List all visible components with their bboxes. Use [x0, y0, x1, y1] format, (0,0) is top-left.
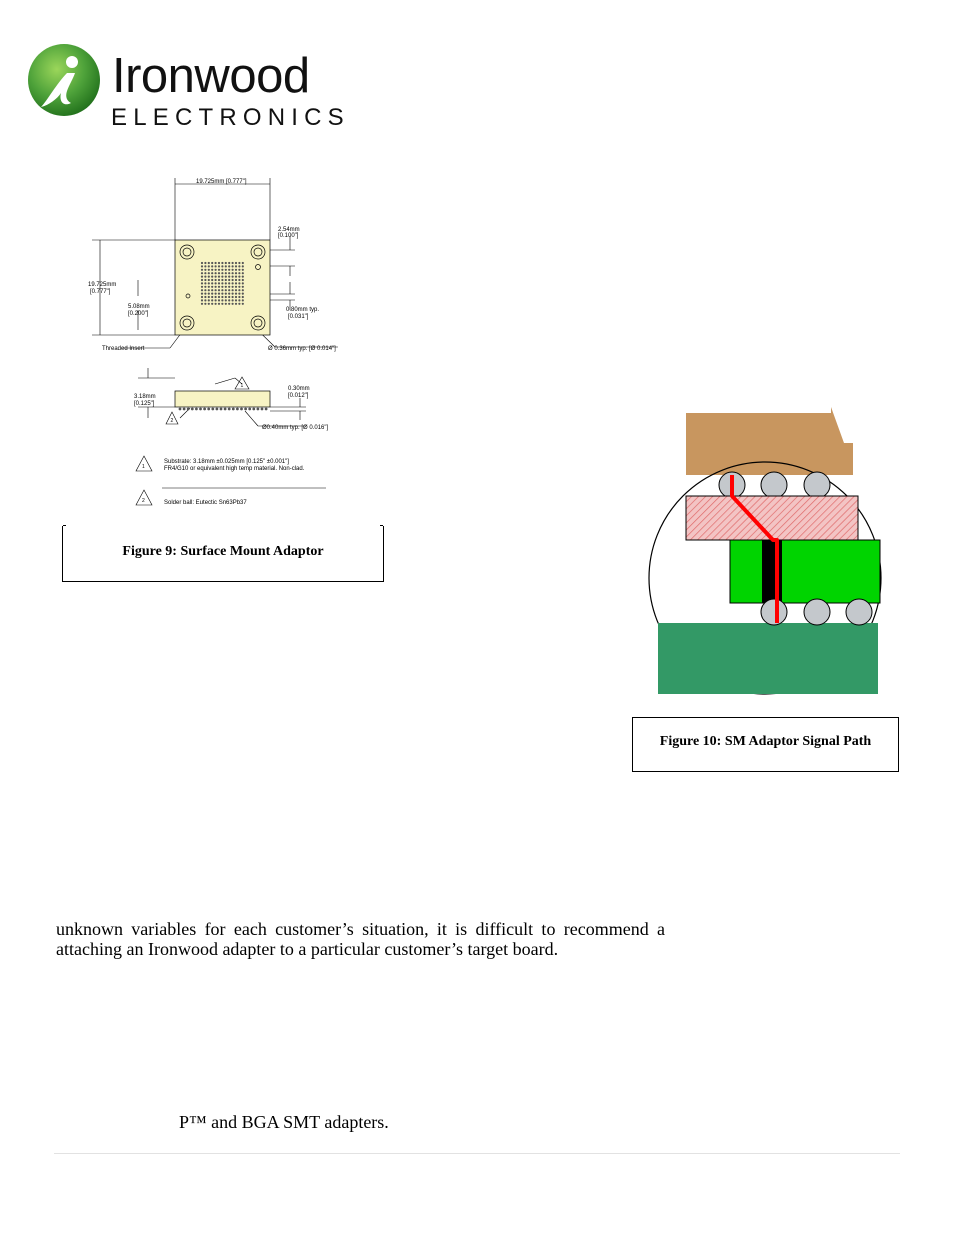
- bga-ball: [232, 265, 234, 267]
- bga-ball: [228, 276, 230, 278]
- bga-ball: [218, 272, 220, 274]
- bga-ball: [208, 296, 210, 298]
- bga-ball: [242, 296, 244, 298]
- side-ball: [179, 408, 182, 411]
- bga-ball: [238, 272, 240, 274]
- bga-ball: [235, 269, 237, 271]
- bga-ball: [235, 289, 237, 291]
- bga-ball: [232, 272, 234, 274]
- bga-ball: [225, 279, 227, 281]
- bga-ball: [221, 279, 223, 281]
- bga-ball: [201, 286, 203, 288]
- bga-ball: [208, 289, 210, 291]
- bga-ball: [225, 272, 227, 274]
- solder-ball: [804, 472, 830, 498]
- bga-ball: [228, 296, 230, 298]
- bga-ball: [221, 272, 223, 274]
- bga-ball: [218, 269, 220, 271]
- svg-text:2: 2: [142, 498, 145, 504]
- bga-ball: [221, 303, 223, 305]
- side-ball: [244, 408, 247, 411]
- bga-ball: [201, 293, 203, 295]
- bga-ball: [201, 265, 203, 267]
- bga-ball: [228, 289, 230, 291]
- bga-ball: [211, 282, 213, 284]
- bga-ball: [228, 265, 230, 267]
- bga-ball: [238, 286, 240, 288]
- bga-ball: [204, 265, 206, 267]
- side-ball: [187, 408, 190, 411]
- bga-ball: [215, 289, 217, 291]
- bga-ball: [215, 276, 217, 278]
- bga-ball: [201, 272, 203, 274]
- bga-ball: [221, 289, 223, 291]
- svg-text:2: 2: [170, 418, 174, 424]
- offset-dimension-label: 5.08mm: [128, 304, 150, 310]
- bga-ball: [228, 282, 230, 284]
- note1-line2: FR4/G10 or equivalent high temp material. Non-clad.: [164, 466, 305, 472]
- bga-ball: [218, 286, 220, 288]
- bga-ball: [211, 289, 213, 291]
- bga-ball: [225, 282, 227, 284]
- device-package: [686, 407, 853, 475]
- socket-body: [730, 540, 880, 603]
- bga-ball: [211, 262, 213, 264]
- bga-ball: [201, 289, 203, 291]
- side-ball: [240, 408, 243, 411]
- bga-ball: [242, 265, 244, 267]
- bga-ball: [232, 296, 234, 298]
- bga-ball: [215, 303, 217, 305]
- paragraph-line-1: unknown variables for each customer’s situation, it is difficult to recommend a: [56, 919, 665, 939]
- bga-ball: [215, 262, 217, 264]
- bga-ball: [208, 303, 210, 305]
- bga-ball: [225, 265, 227, 267]
- offset-dimension-label-inch: [0.200"]: [128, 311, 149, 317]
- bga-ball: [238, 299, 240, 301]
- bga-ball: [221, 265, 223, 267]
- bga-ball: [218, 279, 220, 281]
- logo-wordmark: Ironwood: [112, 49, 310, 103]
- bga-ball: [232, 303, 234, 305]
- bga-ball: [228, 286, 230, 288]
- bga-ball: [208, 269, 210, 271]
- bga-ball: [201, 282, 203, 284]
- bga-ball: [215, 286, 217, 288]
- bga-ball: [208, 279, 210, 281]
- bga-ball: [235, 286, 237, 288]
- bga-ball: [232, 293, 234, 295]
- side-ball: [183, 408, 186, 411]
- bga-ball: [238, 269, 240, 271]
- bga-ball: [228, 279, 230, 281]
- adapter-substrate: [686, 496, 858, 540]
- bga-ball: [228, 272, 230, 274]
- bga-ball: [228, 293, 230, 295]
- bga-ball: [204, 269, 206, 271]
- figure9-drawing: [80, 170, 380, 515]
- bga-ball: [221, 299, 223, 301]
- bga-ball: [204, 303, 206, 305]
- side-ball: [207, 408, 210, 411]
- bga-ball: [232, 286, 234, 288]
- thickness-label: 3.18mm: [134, 394, 156, 400]
- bga-ball: [221, 293, 223, 295]
- pad-dimension-label: Ø 0.36mm typ. [Ø 0.014"]: [268, 346, 336, 352]
- svg-text:1: 1: [142, 464, 145, 470]
- bga-ball: [235, 293, 237, 295]
- bga-ball: [221, 282, 223, 284]
- bga-ball: [211, 269, 213, 271]
- bga-ball: [232, 299, 234, 301]
- bga-ball: [238, 293, 240, 295]
- paragraph-fragment: P™ and BGA SMT adapters.: [179, 1112, 389, 1132]
- bga-ball: [232, 289, 234, 291]
- bga-ball: [208, 272, 210, 274]
- paragraph-line-2: attaching an Ironwood adapter to a particular customer’s target board.: [56, 939, 559, 959]
- bga-ball: [225, 276, 227, 278]
- bga-ball: [235, 279, 237, 281]
- ball-height-label-inch: [0.012"]: [288, 393, 309, 399]
- bga-ball: [225, 269, 227, 271]
- bga-ball: [204, 299, 206, 301]
- solder-ball: [804, 599, 830, 625]
- bga-ball: [201, 296, 203, 298]
- side-ball: [257, 408, 260, 411]
- thickness-label-inch: [0.125"]: [134, 401, 155, 407]
- bga-ball: [204, 262, 206, 264]
- bga-ball: [215, 296, 217, 298]
- bga-ball: [242, 303, 244, 305]
- figure10-diagram: [648, 405, 893, 697]
- bga-ball: [225, 293, 227, 295]
- bga-ball: [235, 282, 237, 284]
- bga-ball: [242, 289, 244, 291]
- solder-ball: [761, 599, 787, 625]
- bga-ball: [218, 276, 220, 278]
- bga-ball: [218, 293, 220, 295]
- bga-ball: [201, 262, 203, 264]
- bga-ball: [242, 299, 244, 301]
- bga-ball: [208, 299, 210, 301]
- bga-ball: [211, 296, 213, 298]
- side-ball: [265, 408, 268, 411]
- bga-ball: [215, 293, 217, 295]
- svg-text:1: 1: [240, 383, 244, 389]
- bga-ball: [225, 289, 227, 291]
- bga-ball: [218, 303, 220, 305]
- side-ball: [224, 408, 227, 411]
- bga-ball: [215, 265, 217, 267]
- bga-ball: [242, 293, 244, 295]
- corner-dimension-label: 2.54mm: [278, 227, 300, 233]
- bga-ball: [208, 276, 210, 278]
- bga-ball: [235, 299, 237, 301]
- bga-ball: [228, 303, 230, 305]
- bga-ball: [242, 282, 244, 284]
- bga-ball: [225, 286, 227, 288]
- bga-ball: [235, 296, 237, 298]
- side-ball: [236, 408, 239, 411]
- bga-ball: [221, 296, 223, 298]
- bga-ball: [218, 296, 220, 298]
- bga-ball: [235, 262, 237, 264]
- bga-ball: [208, 286, 210, 288]
- side-ball: [232, 408, 235, 411]
- bga-ball: [211, 265, 213, 267]
- note2-line1: Solder ball: Eutectic Sn63Pb37: [164, 500, 247, 506]
- bga-ball: [232, 262, 234, 264]
- bga-ball: [225, 303, 227, 305]
- side-ball: [191, 408, 194, 411]
- height-dimension-label-inch: [0.777"]: [90, 289, 111, 295]
- bga-ball: [238, 279, 240, 281]
- bga-ball: [201, 269, 203, 271]
- side-ball: [203, 408, 206, 411]
- bga-ball: [221, 269, 223, 271]
- bga-ball: [235, 303, 237, 305]
- side-ball: [199, 408, 202, 411]
- bga-ball: [221, 262, 223, 264]
- bga-ball: [221, 276, 223, 278]
- bga-ball: [235, 276, 237, 278]
- logo-badge-icon: [27, 43, 101, 117]
- bga-ball: [242, 279, 244, 281]
- bga-ball: [232, 276, 234, 278]
- bga-ball: [201, 303, 203, 305]
- side-ball: [220, 408, 223, 411]
- bga-ball: [228, 299, 230, 301]
- bga-ball: [225, 299, 227, 301]
- bga-ball: [204, 279, 206, 281]
- bga-ball: [238, 276, 240, 278]
- figure9-caption: Figure 9: Surface Mount Adaptor: [122, 544, 324, 559]
- bga-ball: [201, 276, 203, 278]
- corner-dimension-label-inch: [0.100"]: [278, 233, 299, 239]
- side-ball: [211, 408, 214, 411]
- bga-ball: [204, 289, 206, 291]
- bga-ball: [211, 276, 213, 278]
- side-ball: [252, 408, 255, 411]
- bga-ball: [235, 265, 237, 267]
- bga-ball: [218, 282, 220, 284]
- threaded-insert-label: Threaded Insert: [102, 346, 145, 352]
- substrate-side-view: [175, 391, 270, 407]
- side-ball: [216, 408, 219, 411]
- bga-ball: [225, 262, 227, 264]
- bga-ball: [215, 272, 217, 274]
- bga-ball: [238, 289, 240, 291]
- bga-ball: [208, 265, 210, 267]
- bga-ball: [215, 299, 217, 301]
- bga-ball: [204, 276, 206, 278]
- bga-ball: [242, 262, 244, 264]
- bga-ball: [215, 282, 217, 284]
- bga-ball: [228, 262, 230, 264]
- bga-ball: [232, 279, 234, 281]
- bga-ball: [204, 296, 206, 298]
- bga-ball: [208, 282, 210, 284]
- height-dimension-label: 19.725mm: [88, 282, 117, 288]
- bga-ball: [204, 272, 206, 274]
- bga-ball: [218, 289, 220, 291]
- side-ball: [195, 408, 198, 411]
- bga-ball: [238, 265, 240, 267]
- bga-ball: [235, 272, 237, 274]
- bga-ball: [208, 293, 210, 295]
- bga-ball: [242, 269, 244, 271]
- figure10-caption: Figure 10: SM Adaptor Signal Path: [659, 734, 872, 749]
- bga-ball: [211, 286, 213, 288]
- bga-ball: [228, 269, 230, 271]
- bga-ball: [242, 272, 244, 274]
- bga-ball: [218, 299, 220, 301]
- bga-ball: [215, 269, 217, 271]
- bga-ball: [211, 303, 213, 305]
- width-dimension-label: 19.725mm [0.777"]: [196, 179, 247, 185]
- bga-ball: [218, 262, 220, 264]
- bga-ball: [242, 286, 244, 288]
- logo-subtitle: ELECTRONICS: [111, 104, 350, 131]
- pitch-dimension-label: 0.80mm typ.: [286, 307, 320, 313]
- bga-ball: [232, 282, 234, 284]
- bga-ball: [242, 276, 244, 278]
- bga-ball: [238, 296, 240, 298]
- pitch-dimension-label-inch: [0.031"]: [288, 314, 309, 320]
- bga-ball: [221, 286, 223, 288]
- bga-ball: [201, 279, 203, 281]
- bga-ball: [232, 269, 234, 271]
- bga-ball: [211, 293, 213, 295]
- bga-ball: [238, 303, 240, 305]
- bga-ball: [204, 282, 206, 284]
- bga-ball: [208, 262, 210, 264]
- bga-ball: [201, 299, 203, 301]
- ball-height-label: 0.30mm: [288, 386, 310, 392]
- side-ball: [261, 408, 264, 411]
- solder-ball: [846, 599, 872, 625]
- bga-ball: [215, 279, 217, 281]
- bga-ball: [211, 279, 213, 281]
- bga-ball: [204, 293, 206, 295]
- ball-diameter-label: Ø0.40mm typ. [Ø 0.016"]: [262, 425, 329, 431]
- footer-rule: [54, 1153, 900, 1154]
- side-ball: [228, 408, 231, 411]
- bga-ball: [211, 272, 213, 274]
- bga-ball: [211, 299, 213, 301]
- note1-line1: Substrate: 3.18mm ±0.025mm [0.125" ±0.001"]: [164, 459, 289, 465]
- bga-ball: [218, 265, 220, 267]
- solder-ball: [761, 472, 787, 498]
- bga-ball: [238, 262, 240, 264]
- bga-ball: [238, 282, 240, 284]
- side-ball: [248, 408, 251, 411]
- bga-ball: [225, 296, 227, 298]
- target-board: [658, 623, 878, 694]
- bga-ball: [204, 286, 206, 288]
